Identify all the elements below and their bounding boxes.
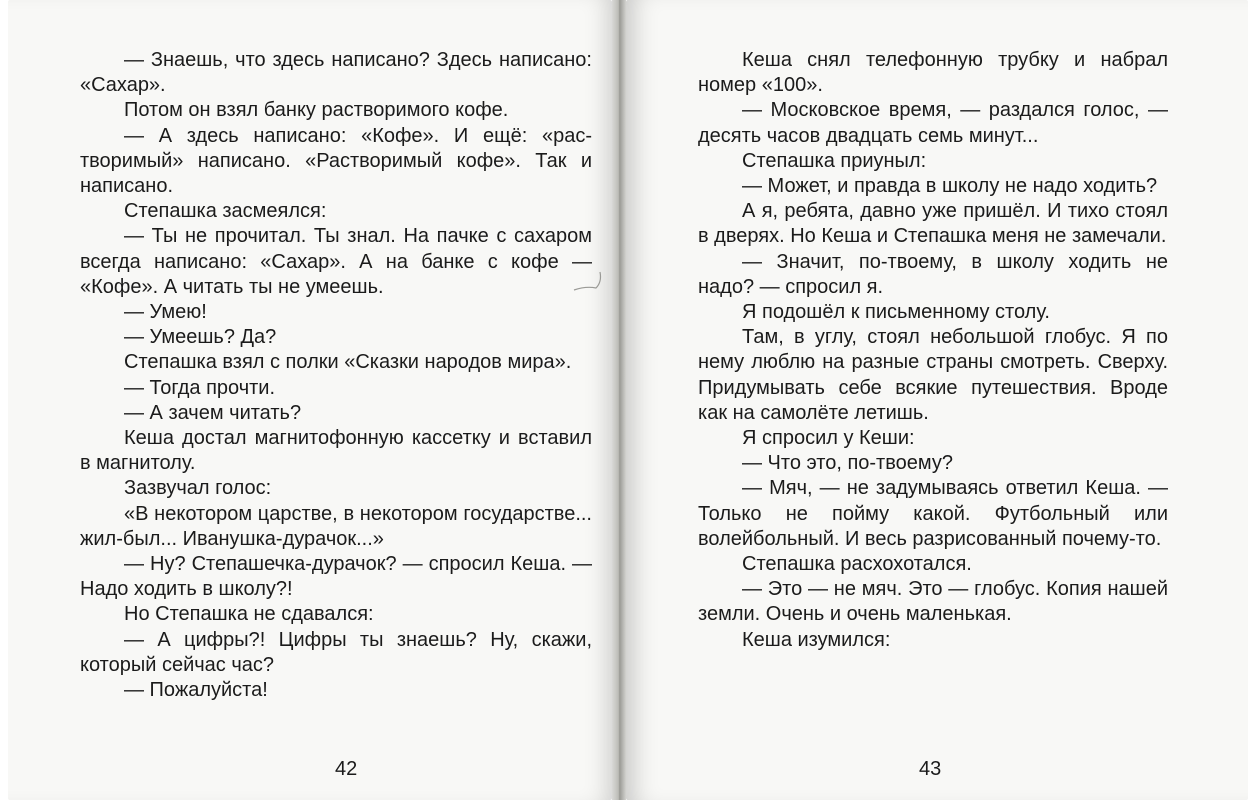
paragraph: — Что это, по-твоему? [742,452,953,475]
paragraph: Степашка расхохотался. [742,553,972,576]
paragraph: Потом он взял банку растворимого кофе. [124,99,509,122]
paragraph: Но Степашка не сдавался: [124,603,374,626]
paragraph: Я спросил у Кеши: [742,427,915,450]
paragraph: — А здесь написано: «Кофе». И ещё: «растворимый» написано. «Растворимый кофе». Так и написано. [80,124,592,198]
paragraph: Кеша снял телефонную трубку и набрал номер «100». [698,49,1168,97]
paragraph: — Тогда прочти. [124,376,276,399]
paragraph: — Может, и правда в школу не надо ходить? [742,175,1158,198]
left-page-text [80,48,592,703]
paragraph: — Пожалуйста! [124,679,268,702]
paragraph: Там, в углу, стоял небольшой глобус. Я по нему люблю на разные страны смотреть. Сверху. Придумывать себе всякие путешествия. Вроде как на самолёте летишь. [698,326,1168,424]
paragraph: Я подошёл к письменному столу. [742,301,1050,324]
page-number-right: 43 [919,758,942,780]
paragraph: — Умею! [124,301,207,324]
page-number-left: 42 [335,758,358,780]
right-page-text [698,48,1168,653]
paragraph: — Умеешь? Да? [124,326,277,349]
book-gutter [612,0,626,800]
paragraph: Степашка приуныл: [742,149,927,172]
paragraph: — Ну? Степашечка-дурачок? — спросил Кеша. — Надо ходить в школу?! [80,553,592,601]
paragraph: — Мяч, — не задумываясь ответил Кеша. — Только не пойму какой. Футбольный или волейбольный. И весь разрисованный почему-то. [698,477,1168,550]
paragraph: — Значит, по-твоему, в школу ходить не надо? — спросил я. [698,250,1168,298]
paragraph: — Это — не мяч. Это — глобус. Копия нашей земли. Очень и очень маленькая. [698,578,1168,626]
paper-tear-mark [572,268,608,296]
paragraph: Кеша достал магнитофонную кассетку и вставил в магнитолу. [80,427,592,475]
paragraph: — А цифры?! Цифры ты знаешь? Ну, скажи, который сейчас час? [80,628,592,676]
paragraph: «В некотором царстве, в некотором государстве... жил-был... Иванушка-дурачок...» [80,502,592,550]
paragraph: Степашка засмеялся: [124,200,327,223]
paragraph: — Московское время, — раздался голос, — десять часов двадцать семь минут... [698,99,1168,147]
paragraph: Зазвучал голос: [124,477,272,500]
left-page [8,0,612,800]
paragraph: — Знаешь, что здесь написано? Здесь написано: «Сахар». [80,49,592,97]
paragraph: А я, ребята, давно уже пришёл. И тихо стоял в дверях. Но Кеша и Степашка меня не замечали. [698,200,1168,248]
right-page [626,0,1248,800]
paragraph: Кеша изумился: [742,628,891,651]
paragraph: — А зачем читать? [124,401,302,424]
paragraph: — Ты не прочитал. Ты знал. На пачке с сахаром всегда написано: «Сахар». А на банке с кофе — «Кофе». А читать ты не умеешь. [80,225,592,298]
paragraph: Степашка взял с полки «Сказки народов мира». [124,351,572,374]
